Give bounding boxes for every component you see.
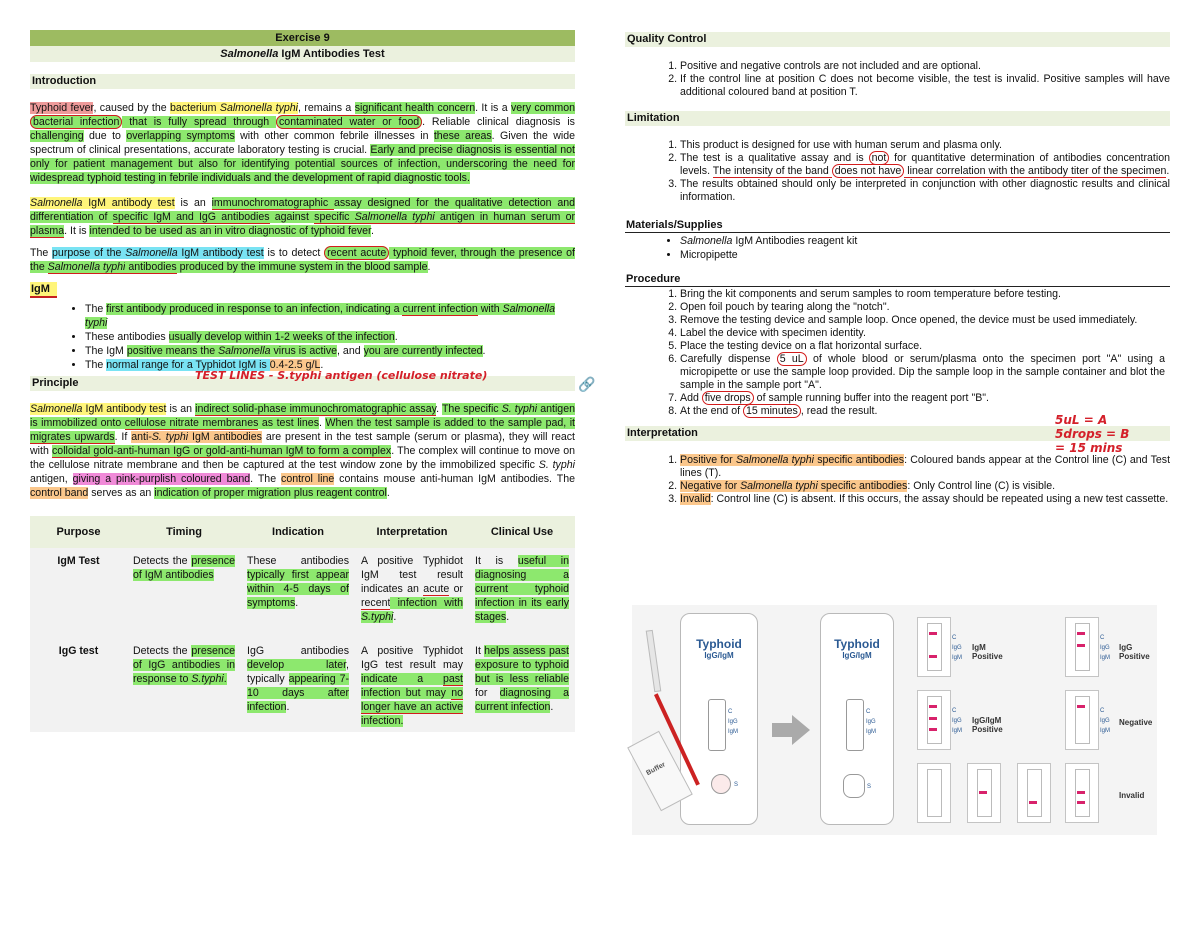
text-run: first antibody produced in response to an infection, indicating a: [106, 303, 403, 315]
text-run: contains mouse anti-human IgM antibodies. The: [334, 473, 575, 485]
text-run: IgM Antibodies reagent kit: [732, 235, 858, 247]
text-run: At the end of: [680, 405, 744, 417]
text-run: . Reliable clinical diagnosis is: [422, 116, 575, 128]
igm-heading: IgM: [30, 282, 57, 298]
text-run: recent acute: [324, 246, 389, 260]
link-icon[interactable]: 🔗: [578, 376, 596, 392]
text-run: past: [442, 673, 463, 685]
control-line-mark: [929, 632, 937, 635]
text-run: A positive Typhidot IgG test result may: [361, 645, 463, 671]
strip-label-c: C: [952, 708, 957, 714]
cell-timing: [127, 548, 241, 628]
text-run: .: [427, 261, 431, 273]
text-run: giving a pink-purplish coloured band: [72, 473, 251, 485]
text-run: .: [320, 359, 324, 371]
cell-purpose: IgG test: [30, 628, 127, 732]
text-run: .: [482, 345, 486, 357]
strip-igg-igm-positive: [917, 690, 951, 750]
text-run: .: [1166, 165, 1170, 177]
limitation-list: [625, 139, 1170, 204]
procedure-list: [625, 288, 1165, 418]
list-item: [680, 454, 1170, 480]
result-igm-positive: IgM Positive: [972, 643, 1003, 661]
text-run: Micropipette: [680, 249, 738, 261]
device-brand: Typhoid: [696, 637, 742, 651]
text-run: Salmonella typhi: [219, 102, 299, 114]
text-run: Salmonella typhi: [735, 454, 814, 466]
text-run: The specific: [441, 403, 502, 415]
text-run: migrates upwards: [30, 431, 115, 443]
cell-indication: [241, 548, 355, 628]
text-run: . Given the wide spectrum of clinical presentations, accurate laboratory testing is crucial.: [30, 130, 575, 156]
text-run: purpose of the: [52, 247, 126, 259]
text-run: infection but may: [361, 687, 452, 699]
text-run: against: [269, 211, 315, 223]
igm-line-mark: [1077, 801, 1085, 804]
intro-paragraph-1: [30, 101, 575, 185]
text-run: S.typhi: [361, 611, 394, 623]
text-run: due to: [83, 130, 127, 142]
text-run: immunochromatographic: [211, 197, 334, 209]
result-window: [708, 699, 726, 751]
text-run: , caused by the: [93, 102, 170, 114]
list-item: [680, 248, 1170, 262]
text-run: control band: [30, 487, 89, 499]
text-run: .: [286, 701, 290, 713]
text-run: Open foil pouch by tearing along the "notch".: [680, 301, 890, 313]
intro-paragraph-3: [30, 246, 575, 274]
quality-control-heading: Quality Control: [625, 32, 1170, 47]
text-run: These antibodies: [85, 331, 169, 343]
table-header-purpose: Purpose: [30, 516, 127, 548]
text-run: It: [475, 645, 485, 657]
quality-control-list: [625, 60, 1170, 99]
text-run: IgM antibodies: [188, 431, 262, 443]
line-label-c: C: [866, 709, 871, 715]
text-run: diagnosing a current infection: [475, 687, 569, 713]
text-run: of whole blood or serum/plasma onto the specimen port "A" using a micropipette or use the sample loop provided. Dip the sample loop in the sample container and blot the sample in the sample port "A".: [680, 353, 1166, 391]
list-item: [680, 234, 1170, 248]
interpretation-list: [625, 454, 1170, 506]
text-run: The: [85, 359, 107, 371]
table-header-row: [30, 516, 575, 548]
text-run: Carefully dispense: [680, 353, 777, 365]
text-run: .: [393, 611, 397, 623]
cell-purpose: IgM Test: [30, 548, 127, 628]
text-run: The intensity of the band: [712, 165, 832, 177]
igm-heading-wrap: [30, 282, 575, 298]
text-run: linear correlation with the antibody titer of the specimen: [904, 165, 1167, 177]
principle-heading-wrap: [30, 369, 596, 392]
result-window: [846, 699, 864, 751]
text-run: infection.: [361, 715, 404, 727]
handwritten-note-volumes: [1055, 413, 1129, 455]
text-run: is an: [174, 197, 212, 209]
list-item: [680, 139, 1170, 152]
text-run: no longer have an active: [361, 687, 463, 713]
text-run: indirect solid-phase immunochromatographic assay: [195, 403, 437, 415]
text-run: The results obtained should only be interpreted in conjunction with other diagnostic results and clinical information.: [680, 178, 1170, 203]
text-run: challenging: [30, 130, 84, 142]
text-run: as test lines: [258, 417, 319, 429]
table-row-igm: [30, 548, 575, 628]
interpretation-heading: Interpretation: [625, 426, 1170, 441]
strip-igm-positive: [917, 617, 951, 677]
list-item: [680, 480, 1170, 493]
text-run: are present in the test sample (serum or plasma), they will react with: [30, 431, 575, 457]
list-item: [85, 330, 575, 344]
text-run: indicate a: [361, 673, 443, 685]
text-run: you are currently infected: [363, 345, 483, 357]
procedure-heading: [625, 272, 1170, 287]
text-run: does not have: [832, 164, 905, 178]
text-run: Place the testing device on a flat horizontal surface.: [680, 340, 923, 352]
text-run: cellulose nitrate membranes: [124, 417, 259, 429]
text-run: underscoring the need for widespread typhoid testing in febrile individuals and the development of rapid diagnostic tools.: [30, 158, 576, 184]
text-run: IgM antibody test: [82, 403, 167, 415]
text-run: assay designed for the qualitative detection and differentiation of: [30, 197, 576, 223]
text-run: significant health concern: [354, 102, 476, 114]
control-line-mark: [1077, 632, 1085, 635]
text-run: Label the device with specimen identity.: [680, 327, 866, 339]
text-run: .: [550, 701, 554, 713]
document-title: [30, 46, 575, 62]
text-run: specific antibodies: [813, 454, 905, 466]
text-run: IgM antibody test: [177, 247, 264, 259]
strip-label-igm: IgM: [952, 655, 963, 661]
line-label-igm: IgM: [728, 729, 739, 735]
table-header-clinical-use: Clinical Use: [469, 516, 575, 548]
text-run: Add: [680, 392, 702, 404]
text-run: .: [386, 487, 390, 499]
text-run: helps assess past exposure to typhoid but is less reliable: [475, 645, 569, 685]
text-run: bacterium: [169, 102, 220, 114]
text-run: specific IgM and IgG antibodies: [112, 211, 270, 223]
text-run: The test is a qualitative assay and is: [680, 152, 869, 164]
text-run: specific antibodies: [817, 480, 908, 492]
text-run: . The complex will continue to move on the cellulose nitrate membrane and then be captured at the test window zone by the immobilized specific: [30, 445, 575, 471]
cell-clinical-use: [469, 628, 575, 732]
text-run: Salmonella typhi: [740, 480, 818, 492]
text-run: .: [319, 417, 326, 429]
text-run: , typically: [247, 659, 349, 685]
right-column: [625, 30, 1170, 506]
title-rest: IgM Antibodies Test: [278, 48, 385, 60]
text-run: .: [394, 331, 398, 343]
text-run: .: [295, 597, 299, 609]
sample-port: [711, 774, 731, 794]
text-run: This product is designed for use with human serum and plasma only.: [680, 139, 1002, 151]
list-item: [680, 288, 1165, 301]
strip-label-igg: IgG: [1100, 645, 1110, 651]
text-run: indication of proper migration plus reagent control: [154, 487, 387, 499]
line-label-c: C: [728, 709, 733, 715]
text-run: Salmonella typhi: [85, 303, 555, 329]
text-run: : Coloured bands appear at the Control line (C) and Test lines (T).: [680, 454, 1171, 479]
sample-port-label: S: [734, 782, 739, 788]
text-run: It is: [475, 555, 518, 567]
text-run: Salmonella: [30, 403, 83, 415]
text-run: .: [436, 403, 442, 415]
text-run: that is fully spread through: [122, 116, 276, 128]
sample-port-label: S: [867, 784, 872, 790]
text-run: Salmonella: [218, 345, 271, 357]
text-run: usually develop within 1-2 weeks of the infection: [168, 331, 395, 343]
text-run: useful in diagnosing a current typhoid infection in its early stages: [475, 555, 569, 623]
table-body: [30, 548, 575, 732]
text-run: Positive for: [680, 454, 736, 466]
text-run: , remains a: [298, 102, 355, 114]
text-run: 0.4-2.5 g/L: [269, 359, 321, 371]
strip-label-c: C: [952, 635, 957, 641]
result-invalid: Invalid: [1119, 791, 1145, 800]
table-header-indication: Indication: [241, 516, 355, 548]
text-run: overlapping symptoms: [126, 130, 235, 142]
text-run: Negative for: [680, 480, 741, 492]
materials-list: [625, 234, 1170, 262]
table-row-igg: [30, 628, 575, 732]
strip-invalid-3: [1017, 763, 1051, 823]
device-brand-sub: IgG/IgM: [842, 651, 872, 660]
principle-paragraph: [30, 402, 575, 500]
text-run: of sample running buffer into the reagent port "B".: [753, 392, 989, 404]
left-column: [30, 30, 596, 732]
text-run: S. typhi: [538, 459, 575, 471]
list-item: [680, 301, 1165, 314]
text-run: is to detect: [263, 247, 325, 259]
text-run: Salmonella: [680, 235, 733, 247]
introduction-heading: Introduction: [30, 74, 575, 89]
text-run: A positive Typhidot IgM test result indicates an: [361, 555, 463, 595]
igg-line-mark: [1077, 791, 1085, 794]
sample-port: [843, 774, 865, 798]
text-run: antigen,: [30, 473, 73, 485]
text-run: . It is a: [475, 102, 511, 114]
cell-timing: [127, 628, 241, 732]
control-line-mark: [1077, 705, 1085, 708]
text-run: typhoid fever, through the presence of the: [30, 247, 575, 273]
text-run: If the control line at position C does not become visible, the test is invalid. Positive samples will have additional coloured band at position T.: [680, 73, 1170, 98]
igg-line-mark: [1077, 644, 1085, 647]
materials-heading: Materials/Supplies: [625, 218, 1170, 233]
strip-label-igm: IgM: [1100, 728, 1111, 734]
strip-label-c: C: [1100, 635, 1105, 641]
table-header-interpretation: Interpretation: [355, 516, 469, 548]
text-run: S. typhi: [501, 403, 538, 415]
text-run: .: [506, 611, 510, 623]
text-run: , and: [337, 345, 364, 357]
device-brand: Typhoid: [834, 637, 880, 651]
text-run: these areas: [433, 130, 492, 142]
text-run: bacterial infection: [30, 115, 122, 129]
note-line-2: 5drops = B: [1055, 427, 1130, 441]
text-run: Salmonella: [30, 197, 83, 209]
text-run: Salmonella typhi: [47, 261, 126, 273]
text-run: five drops: [702, 391, 754, 405]
result-igg-positive: IgG Positive: [1119, 643, 1150, 661]
text-run: infection with: [390, 597, 463, 609]
text-run: contaminated water or food: [276, 115, 422, 129]
list-item: [680, 178, 1170, 204]
text-run: Salmonella typhi: [354, 211, 435, 223]
text-run: : Only Control line (C) is visible.: [907, 480, 1056, 492]
handwritten-note-test-lines: TEST LINES - S.typhi antigen (cellulose nitrate): [195, 369, 488, 382]
text-run: When the test sample is added to the sample pad, it: [325, 417, 576, 429]
strip-label-igg: IgG: [1100, 718, 1110, 724]
result-negative: Negative: [1119, 718, 1153, 727]
test-device-2: [820, 613, 894, 825]
cell-indication: [241, 628, 355, 732]
strip-label-igm: IgM: [1100, 655, 1111, 661]
text-run: These antibodies: [247, 555, 349, 567]
text-run: presence of IgG antibodies in response to: [133, 645, 235, 685]
text-run: Salmonella: [125, 247, 178, 259]
limitation-heading: Limitation: [625, 111, 1170, 126]
list-item: [680, 73, 1170, 99]
cell-interpretation: [355, 548, 469, 628]
list-item: [680, 152, 1170, 178]
text-run: anti-: [131, 431, 152, 443]
text-run: Bring the kit components and serum samples to room temperature before testing.: [680, 288, 1061, 300]
title-organism: Salmonella: [220, 48, 279, 60]
line-label-igm: IgM: [866, 729, 877, 735]
igm-line-mark: [1029, 801, 1037, 804]
text-run: not: [869, 151, 890, 165]
text-run: Typhoid fever: [30, 102, 94, 114]
list-item: [85, 302, 575, 330]
text-run: Positive and negative controls are not included and are optional.: [680, 60, 981, 72]
exercise-number: Exercise 9: [30, 30, 575, 46]
strip-label-igg: IgG: [952, 718, 962, 724]
igm-bullet-list: [30, 302, 575, 372]
text-run: control line: [281, 473, 335, 485]
igg-line-mark: [979, 791, 987, 794]
text-run: develop later: [247, 659, 347, 671]
pipette-icon: [646, 630, 662, 692]
text-run: , read the result.: [800, 405, 878, 417]
buffer-label: Buffer: [645, 761, 667, 778]
text-run: acute: [423, 583, 450, 595]
text-run: for quantitative determination of antibodies concentration levels.: [680, 152, 1171, 177]
text-run: S.typhi: [191, 673, 224, 685]
text-run: IgM antibody test: [82, 197, 175, 209]
text-run: or: [449, 583, 463, 595]
text-run: antibodies: [125, 261, 177, 273]
strip-label-igm: IgM: [952, 728, 963, 734]
text-run: normal range for a Typhidot IgM is: [106, 359, 270, 371]
principle-heading: Principle: [30, 376, 575, 391]
strip-negative: [1065, 690, 1099, 750]
text-run: Early and precise diagnosis is essential not only for patient management but also for identifying potential sources of infection,: [30, 144, 575, 170]
list-item: [680, 314, 1165, 327]
text-run: antigen in human serum or plasma: [30, 211, 575, 237]
text-run: Detects the: [133, 645, 192, 657]
list-item: [680, 353, 1165, 392]
text-run: produced by the immune system in the blood sample: [176, 261, 428, 273]
text-run: with: [477, 303, 503, 315]
text-run: . It is: [64, 225, 90, 237]
antibody-comparison-table: [30, 516, 575, 732]
text-run: : Control line (C) is absent. If this occurs, the assay should be repeated using a new test cassette.: [710, 493, 1169, 505]
text-run: intended to be used as an in vitro diagnostic of typhoid fever: [89, 225, 371, 237]
note-line-3: = 15 mins: [1055, 441, 1123, 455]
text-run: colloidal gold-anti-human IgG or gold-anti-human IgM to form a complex: [52, 445, 392, 457]
result-igg-igm-positive: IgG/IgM Positive: [972, 716, 1003, 734]
text-run: Invalid: [680, 493, 711, 505]
text-run: recent: [361, 597, 391, 609]
text-run: with other common febrile illnesses in: [234, 130, 434, 142]
text-run: The: [85, 303, 107, 315]
text-run: . If: [114, 431, 132, 443]
text-run: very common: [510, 102, 575, 114]
line-label-igg: IgG: [728, 719, 738, 725]
text-run: .: [370, 225, 374, 237]
list-item: [680, 327, 1165, 340]
text-run: 5 uL: [777, 352, 807, 366]
list-item: [680, 493, 1170, 506]
text-run: for: [475, 687, 500, 699]
text-run: is an: [166, 403, 196, 415]
device-brand-sub: IgG/IgM: [704, 651, 734, 660]
text-run: presence of IgM antibodies: [133, 555, 235, 581]
text-run: appearing 7-10 days after infection: [247, 673, 349, 713]
strip-invalid-1: [917, 763, 951, 823]
text-run: specific: [314, 211, 355, 223]
list-item: [85, 344, 575, 358]
text-run: typically first appear within 4-5 days of symptoms: [247, 569, 349, 609]
line-label-igg: IgG: [866, 719, 876, 725]
note-line-1: 5uL = A: [1055, 413, 1108, 427]
igm-line-mark: [929, 728, 937, 731]
text-run: .: [223, 673, 227, 685]
text-run: . The: [250, 473, 282, 485]
text-run: The IgM: [85, 345, 127, 357]
text-run: antigen is immobilized onto: [30, 403, 575, 429]
list-item: [680, 60, 1170, 73]
list-item: [680, 340, 1165, 353]
cell-interpretation: [355, 628, 469, 732]
text-run: serves as an: [88, 487, 155, 499]
arrow-shaft: [772, 723, 792, 737]
procedure-heading-text: Procedure: [626, 273, 681, 285]
text-run: current infection: [402, 303, 478, 315]
text-run: IgG antibodies: [247, 645, 349, 657]
igm-line-mark: [929, 655, 937, 658]
text-run: S. typhi: [151, 431, 189, 443]
text-run: positive means the: [126, 345, 219, 357]
table-header-timing: Timing: [127, 516, 241, 548]
strip-label-igg: IgG: [952, 645, 962, 651]
igg-line-mark: [929, 717, 937, 720]
strip-igg-positive: [1065, 617, 1099, 677]
cell-clinical-use: [469, 548, 575, 628]
text-run: The: [30, 247, 53, 259]
strip-label-c: C: [1100, 708, 1105, 714]
text-run: virus is active: [270, 345, 338, 357]
test-kit-figure: [632, 605, 1157, 835]
intro-paragraph-2: [30, 196, 575, 238]
control-line-mark: [929, 705, 937, 708]
text-run: Remove the testing device and sample loop. Once opened, the device must be used immediately.: [680, 314, 1138, 326]
text-run: Detects the: [133, 555, 192, 567]
arrow-right-icon: [792, 715, 810, 745]
text-run: 15 minutes: [743, 404, 801, 418]
